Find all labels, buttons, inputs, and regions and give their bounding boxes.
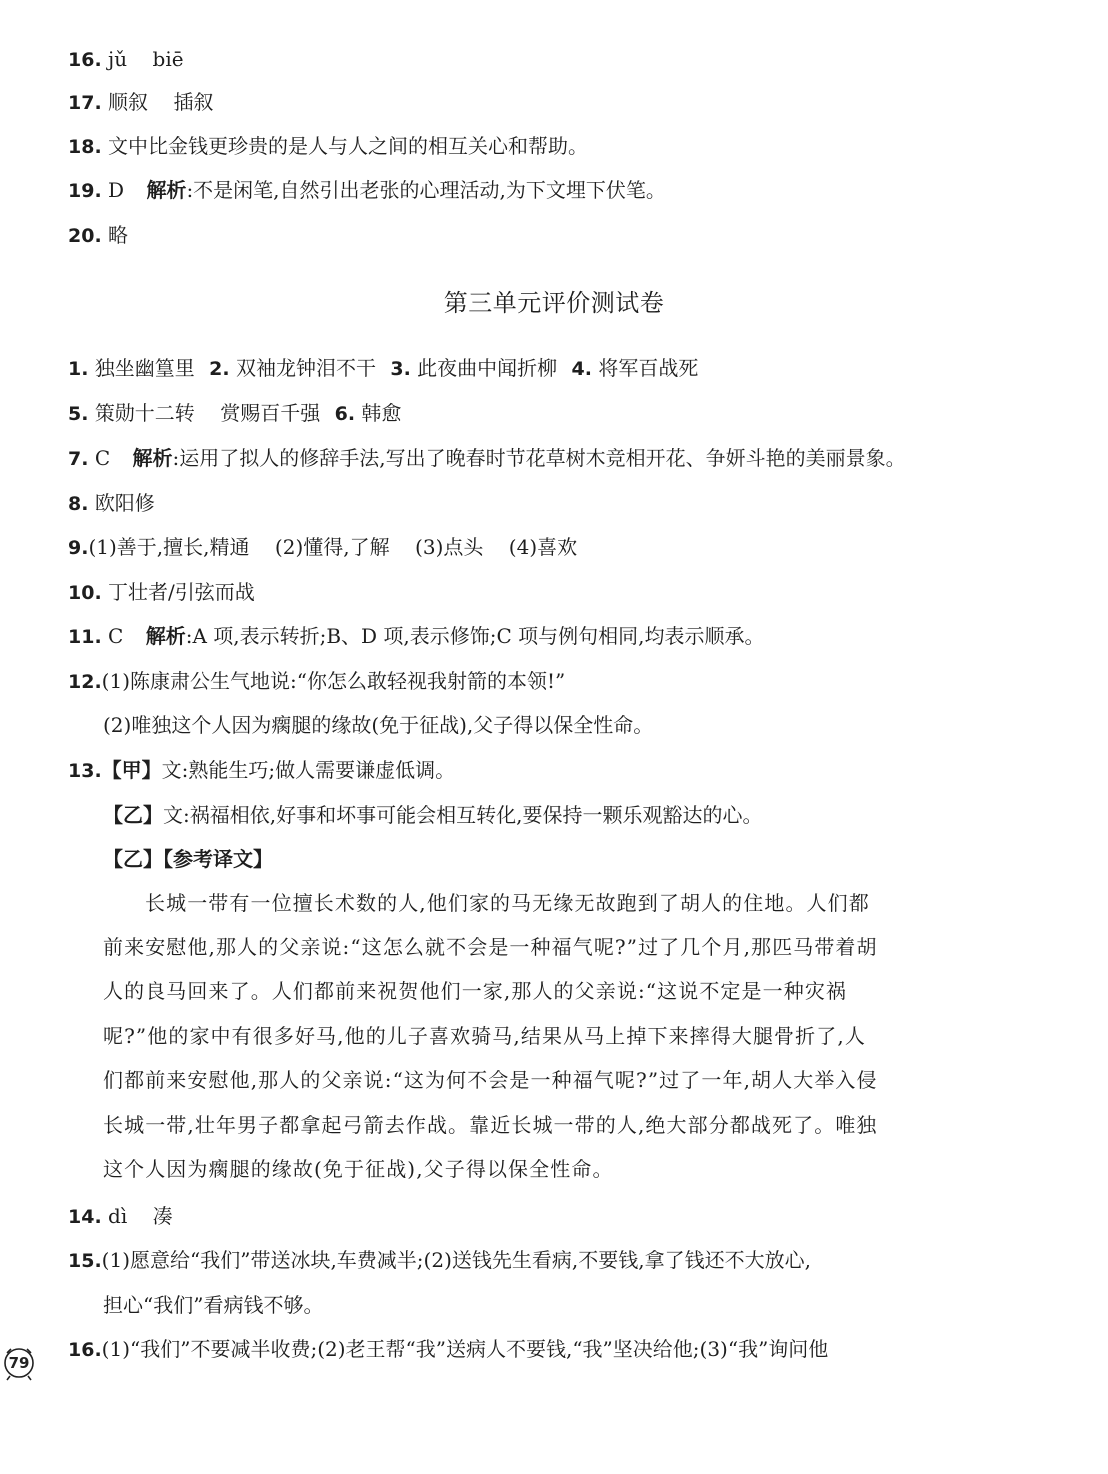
answer-item-18-prev — [68, 131, 1008, 162]
item-number: 11. — [68, 626, 102, 648]
answer-item-7 — [68, 443, 1008, 474]
item-text: 担心“我们”看病钱不够。 — [103, 1293, 324, 1317]
item-number: 2. — [209, 358, 230, 380]
answer-item-11 — [68, 621, 1008, 652]
item-text: 韩愈 — [361, 401, 402, 425]
reference-translation-heading — [103, 844, 1008, 874]
item-number: 9. — [68, 537, 89, 559]
item-number: 13. — [68, 760, 102, 782]
item-number: 20. — [68, 225, 102, 247]
item-text: 文:熟能生巧;做人需要谦虚低调。 — [161, 758, 456, 782]
answer-items-1-4 — [68, 353, 1008, 384]
page-number: 79 — [8, 1354, 30, 1372]
answer-item-8 — [68, 488, 1008, 519]
item-text: 文:祸福相依,好事和坏事可能会相互转化,要保持一颗乐观豁达的心。 — [163, 803, 763, 827]
item-text: :不是闲笔,自然引出老张的心理活动,为下文埋下伏笔。 — [186, 178, 666, 202]
analysis-label: 解析 — [132, 446, 173, 470]
item-text: (1)“我们”不要减半收费;(2)老王帮“我”送病人不要钱,“我”坚决给他;(3)“我”询问他 — [101, 1337, 829, 1361]
answer-item-16-prev — [68, 44, 1008, 75]
passage-tag-jia: 【甲】 — [101, 758, 162, 782]
translation-line-5: 们都前来安慰他,那人的父亲说:“这为何不会是一种福气呢?”过了一年,胡人大举入侵 — [103, 1068, 878, 1092]
answer-item-12-line2 — [103, 710, 1008, 740]
item-text: (2)唯独这个人因为瘸腿的缘故(免于征战),父子得以保全性命。 — [103, 713, 654, 737]
item-text: 略 — [108, 223, 129, 247]
item-number: 12. — [68, 671, 102, 693]
answer-item-19-prev — [68, 175, 1008, 206]
translation-line-4: 呢?”他的家中有很多好马,他的儿子喜欢骑马,结果从马上掉下来摔得大腿骨折了,人 — [103, 1024, 866, 1048]
item-text: 策勋十二转 赏赐百千强 — [94, 401, 321, 425]
item-text: (1)善于,擅长,精通 (2)懂得,了解 (3)点头 (4)喜欢 — [88, 535, 578, 559]
item-number: 7. — [68, 448, 89, 470]
answer-item-15 — [68, 1245, 1008, 1276]
item-number: 16. — [68, 1339, 102, 1361]
answer-item-13 — [68, 755, 1008, 786]
item-text: jǔ biē — [108, 47, 184, 71]
translation-line-7: 这个人因为瘸腿的缘故(免于征战),父子得以保全性命。 — [103, 1157, 614, 1181]
answer-item-16 — [68, 1334, 1008, 1365]
item-text: (1)陈康肃公生气地说:“你怎么敢轻视我射箭的本领!” — [101, 669, 566, 693]
answer-item-14 — [68, 1201, 1008, 1232]
item-text: dì 凑 — [108, 1204, 173, 1228]
item-number: 10. — [68, 582, 102, 604]
page-number-badge — [2, 1346, 36, 1380]
item-text: 文中比金钱更珍贵的是人与人之间的相互关心和帮助。 — [108, 134, 589, 158]
section-title: 第三单元评价测试卷 — [443, 289, 665, 317]
item-number: 5. — [68, 403, 89, 425]
item-text: 欧阳修 — [94, 491, 155, 515]
item-number: 4. — [571, 358, 592, 380]
item-text: 此夜曲中闻折柳 — [417, 356, 558, 380]
answer-item-9 — [68, 532, 1008, 563]
item-text: 丁壮者/引弦而战 — [108, 580, 255, 604]
item-number: 17. — [68, 92, 102, 114]
answer-item-12 — [68, 666, 1008, 697]
answer-item-13-yi — [103, 800, 1008, 830]
item-text: 独坐幽篁里 — [94, 356, 195, 380]
analysis-label: 解析 — [146, 178, 187, 202]
item-text: 双袖龙钟泪不干 — [235, 356, 376, 380]
item-number: 3. — [390, 358, 411, 380]
answer-items-5-6 — [68, 398, 1008, 429]
item-number: 6. — [334, 403, 356, 425]
answer-item-15-line2 — [103, 1290, 1008, 1320]
item-answer: C — [94, 446, 111, 470]
passage-tag-yi: 【乙】 — [103, 803, 163, 827]
translation-line-6: 长城一带,壮年男子都拿起弓箭去作战。靠近长城一带的人,绝大部分都战死了。唯独 — [103, 1113, 878, 1137]
item-number: 1. — [68, 358, 89, 380]
translation-line-3: 人的良马回来了。人们都前来祝贺他们一家,那人的父亲说:“这说不定是一种灾祸 — [103, 979, 848, 1003]
answer-item-10 — [68, 577, 1008, 608]
item-text: 顺叙 插叙 — [108, 90, 214, 114]
item-number: 18. — [68, 136, 102, 158]
item-text: 将军百战死 — [598, 356, 699, 380]
item-number: 8. — [68, 493, 89, 515]
translation-line-2: 前来安慰他,那人的父亲说:“这怎么就不会是一种福气呢?”过了几个月,那匹马带着胡 — [103, 935, 878, 959]
item-answer: C — [108, 624, 124, 648]
item-number: 15. — [68, 1250, 102, 1272]
item-text: (1)愿意给“我们”带送冰块,车费减半;(2)送钱先生看病,不要钱,拿了钱还不大放心, — [101, 1248, 811, 1272]
translation-line-1: 长城一带有一位擅长术数的人,他们家的马无缘无故跑到了胡人的住地。人们都 — [145, 891, 870, 915]
item-text: :运用了拟人的修辞手法,写出了晚春时节花草树木竞相开花、争妍斗艳的美丽景象。 — [172, 446, 906, 470]
reference-heading: 【乙】【参考译文】 — [103, 847, 273, 871]
answer-item-17-prev — [68, 87, 1008, 118]
item-number: 19. — [68, 180, 102, 202]
analysis-label: 解析 — [145, 624, 186, 648]
item-number: 14. — [68, 1206, 102, 1228]
item-number: 16. — [68, 49, 102, 71]
item-answer: D — [108, 178, 125, 202]
item-text: :A 项,表示转折;B、D 项,表示修饰;C 项与例句相同,均表示顺承。 — [185, 624, 765, 648]
answer-item-20-prev — [68, 220, 1008, 251]
